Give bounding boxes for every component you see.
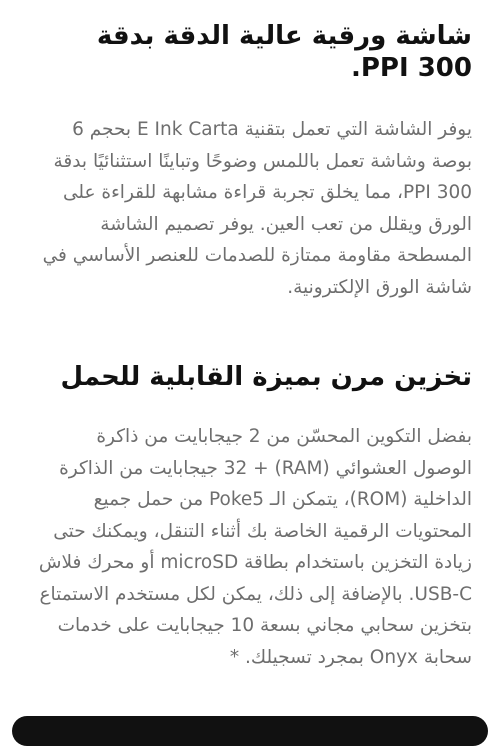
section-storage [34,361,472,673]
section-display [34,0,472,303]
section-body-storage: بفضل التكوين المحسّن من 2 جيجابايت من ذاكرة الوصول العشوائي (RAM) + 32 جيجابايت من الذاكرة الداخلية (ROM)، يتمكن الـ Poke5 من حمل جميع المحتويات الرقمية الخاصة بك أثناء التنقل، ويمكنك حتى زيادة التخزين باستخدام بطاقة microSD أو محرك فلاش USB-C. بالإضافة إلى ذلك، يمكن لكل مستخدم الاستمتاع بتخزين سحابي مجاني بسعة 10 جيجابايت على خدمات سحابة Onyx بمجرد تسجيلك. * [38,426,472,668]
bottom-action-bar[interactable] [12,716,488,746]
section-title-display: شاشة ورقية عالية الدقة بدقة 300 PPI. [96,21,472,83]
section-title-storage: تخزين مرن بميزة القابلية للحمل [60,362,472,392]
section-body-display: يوفر الشاشة التي تعمل بتقنية E Ink Carta بحجم 6 بوصة وشاشة تعمل باللمس وضوحًا وتباينًا استثنائيًا بدقة 300 PPI، مما يخلق تجربة قراءة مشابهة للقراءة على الورق ويقلل من تعب العين. يوفر تصميم الشاشة المسطحة مقاومة ممتازة للصدمات للعنصر الأساسي في شاشة الورق الإلكترونية. [42,119,472,298]
